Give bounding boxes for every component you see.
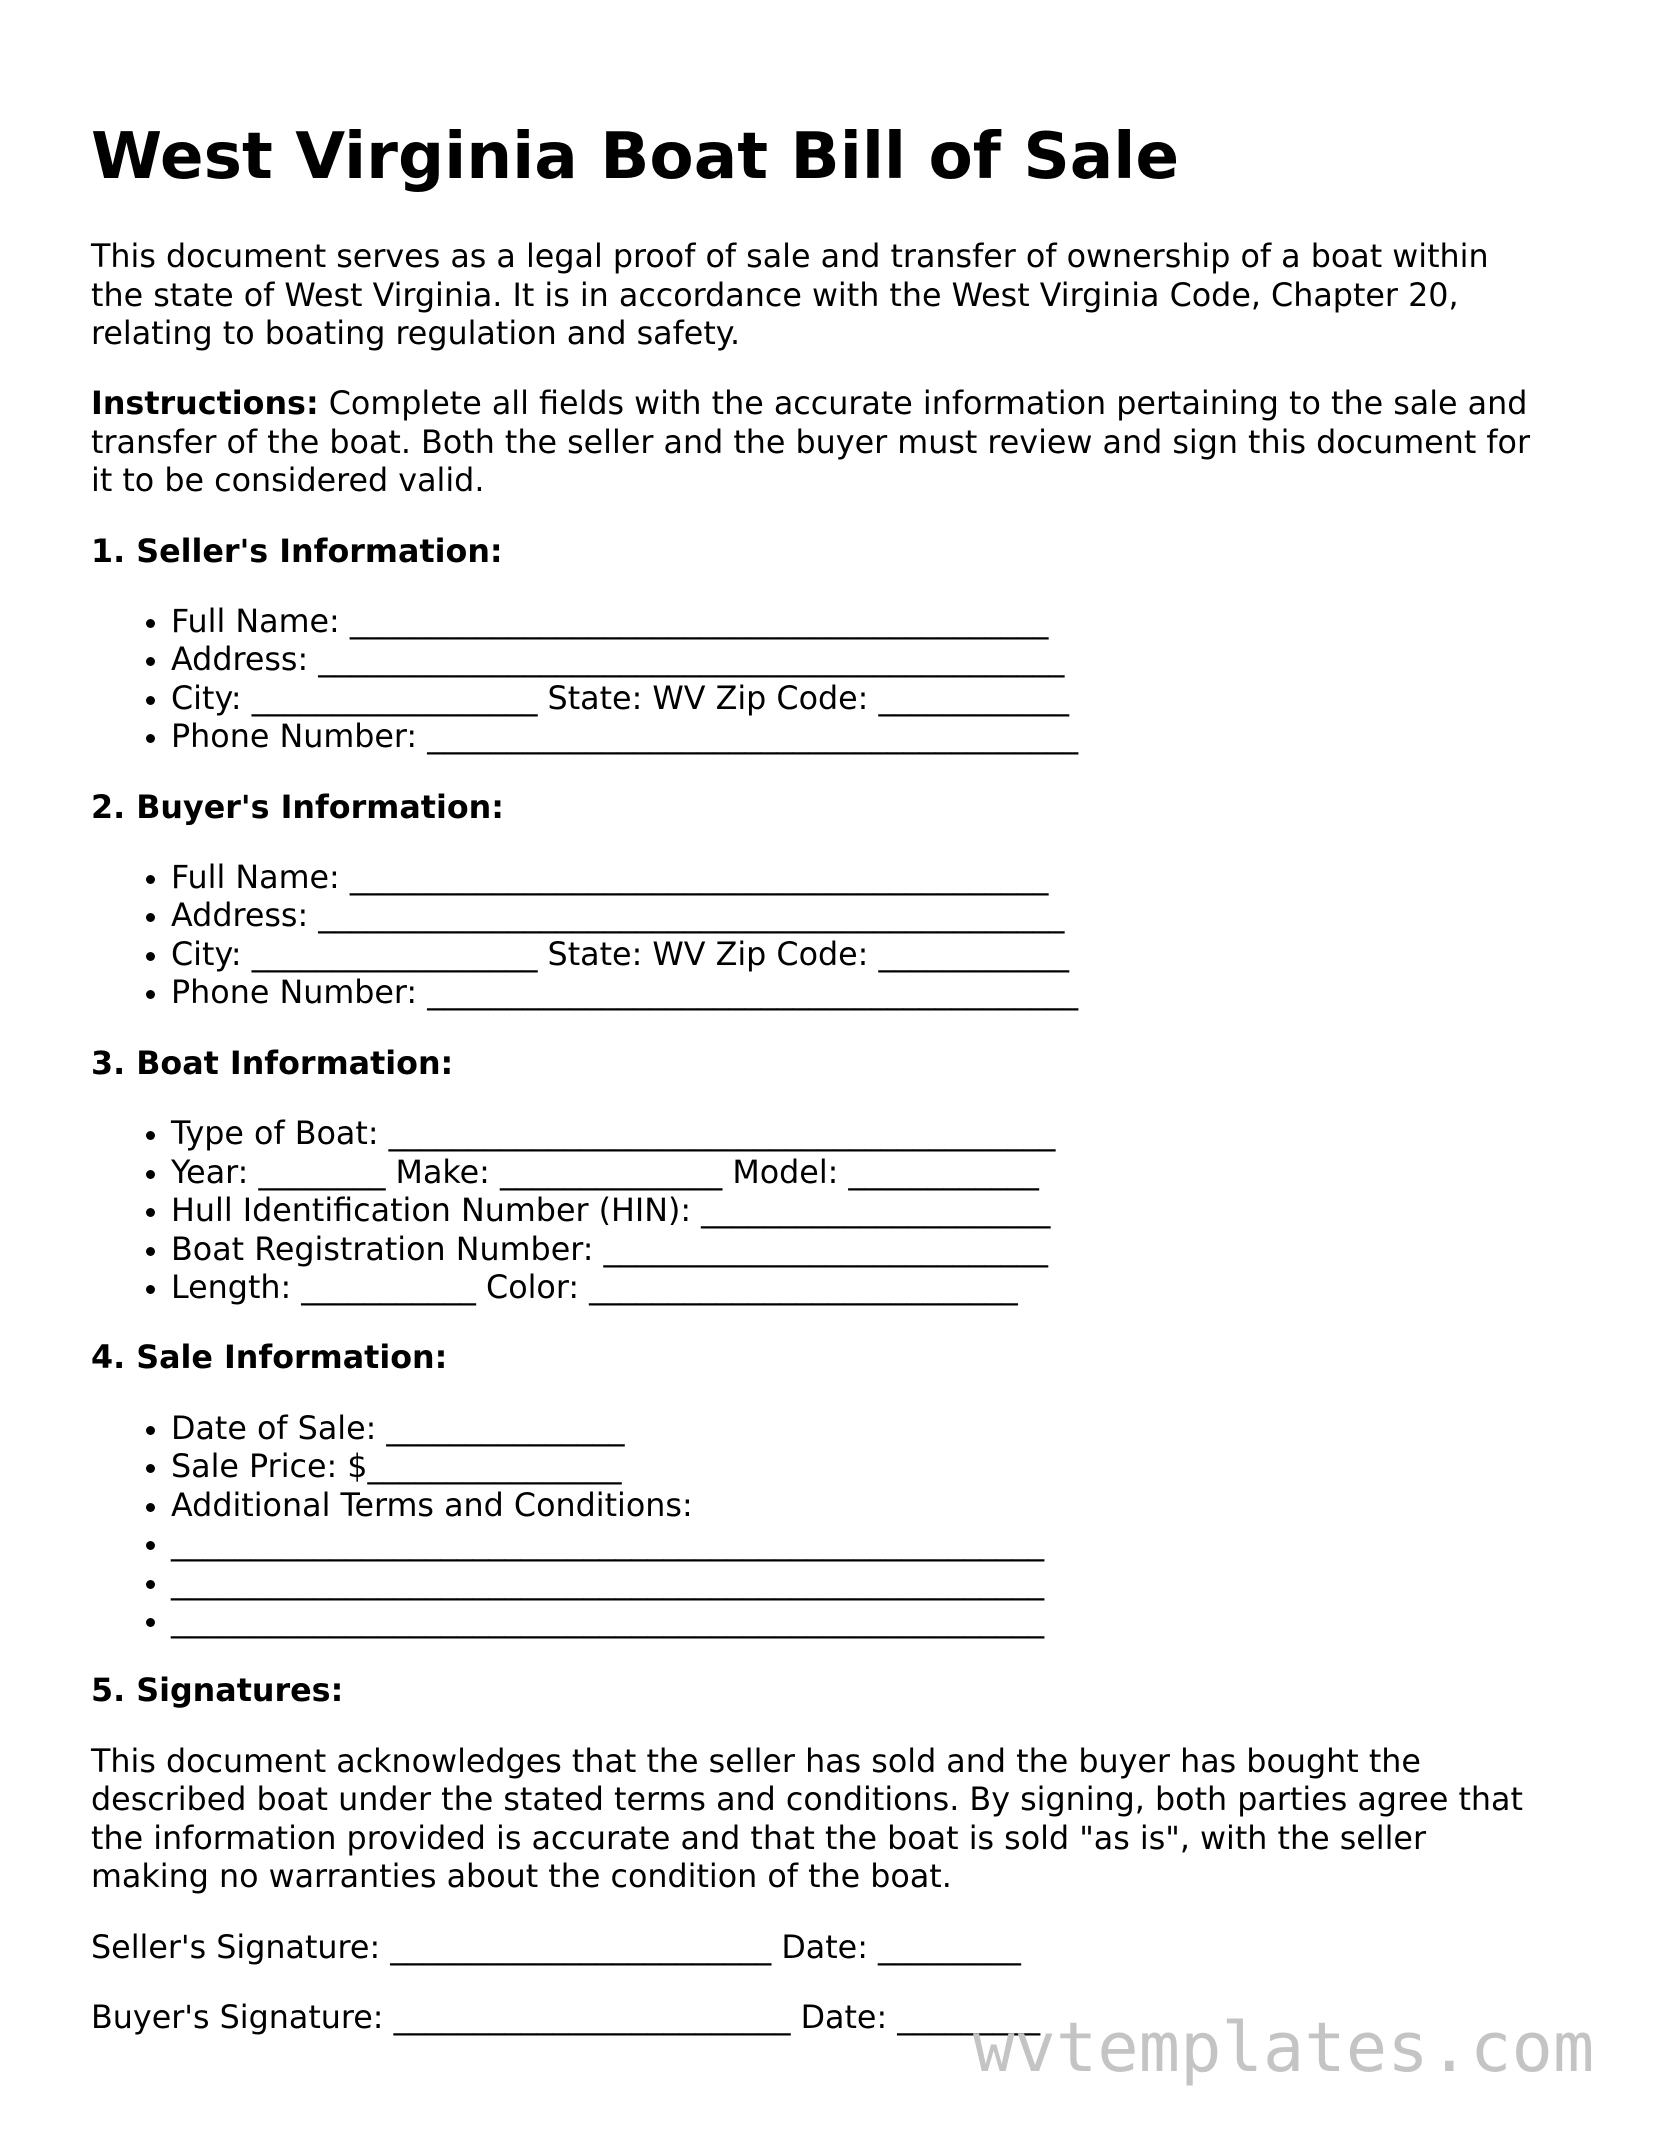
instructions-line xyxy=(91,385,1611,424)
boat-info-list xyxy=(91,1115,1611,1308)
section-heading-seller: 1. Seller's Information: xyxy=(91,533,503,570)
instructions-text: Complete all fields with the accurate information pertaining to the sale and xyxy=(318,386,1528,423)
boat-type-field: • Type of Boat: __________________________________________ xyxy=(171,1115,1611,1154)
buyer-city-state-zip-field: • City: __________________ State: WV Zip Code: ____________ xyxy=(171,936,1611,975)
instructions-paragraph xyxy=(91,385,1611,501)
sale-info-list xyxy=(91,1410,1611,1641)
intro-line: This document serves as a legal proof of sale and transfer of ownership of a boat within xyxy=(91,239,1489,275)
additional-terms-label: • Additional Terms and Conditions: xyxy=(171,1487,1611,1526)
additional-terms-blank-line: • _______________________________________________________ xyxy=(171,1602,1611,1641)
buyer-info-list xyxy=(91,859,1611,1013)
intro-paragraph xyxy=(91,238,1611,354)
seller-info-list xyxy=(91,603,1611,757)
sale-price-field: • Sale Price: $________________ xyxy=(171,1448,1611,1487)
boat-hin-field: • Hull Identification Number (HIN): ______________________ xyxy=(171,1192,1611,1231)
buyer-signature-line: Buyer's Signature: _________________________ Date: _________ xyxy=(91,1999,1041,2036)
buyer-full-name-field: • Full Name: ____________________________________________ xyxy=(171,859,1611,898)
buyer-phone-field: • Phone Number: _________________________________________ xyxy=(171,974,1611,1013)
intro-line: the state of West Virginia. It is in accordance with the West Virginia Code, Chapter 20, xyxy=(91,277,1459,314)
seller-city-state-zip-field: • City: __________________ State: WV Zip Code: ____________ xyxy=(171,680,1611,719)
instructions-line: it to be considered valid. xyxy=(91,463,485,500)
instructions-label: Instructions: xyxy=(91,386,319,423)
boat-year-make-model-field: • Year: ________ Make: ______________ Model: ____________ xyxy=(171,1154,1611,1193)
additional-terms-blank-line: • _______________________________________________________ xyxy=(171,1525,1611,1564)
seller-signature-line: Seller's Signature: ________________________ Date: _________ xyxy=(91,1929,1021,1966)
document-page xyxy=(91,118,1611,2069)
instructions-line: transfer of the boat. Both the seller and the buyer must review and sign this document for xyxy=(91,424,1531,461)
section-heading-buyer: 2. Buyer's Information: xyxy=(91,789,504,826)
watermark: wvtemplates.com xyxy=(973,2008,1595,2088)
document-title: West Virginia Boat Bill of Sale xyxy=(91,119,1180,194)
boat-length-color-field: • Length: ___________ Color: ___________________________ xyxy=(171,1269,1611,1308)
seller-phone-field: • Phone Number: _________________________________________ xyxy=(171,718,1611,757)
buyer-address-field: • Address: _______________________________________________ xyxy=(171,897,1611,936)
intro-line: relating to boating regulation and safety. xyxy=(91,316,741,352)
seller-address-field: • Address: _______________________________________________ xyxy=(171,641,1611,680)
signatures-line: making no warranties about the condition of the boat. xyxy=(91,1859,952,1896)
section-heading-signatures: 5. Signatures: xyxy=(91,1673,344,1710)
additional-terms-blank-line: • _______________________________________________________ xyxy=(171,1564,1611,1603)
signatures-line: This document acknowledges that the seller has sold and the buyer has bought the xyxy=(91,1743,1421,1780)
boat-registration-field: • Boat Registration Number: ____________________________ xyxy=(171,1231,1611,1270)
section-heading-boat: 3. Boat Information: xyxy=(91,1045,454,1082)
section-heading-sale: 4. Sale Information: xyxy=(91,1340,448,1377)
sale-date-field: • Date of Sale: _______________ xyxy=(171,1410,1611,1449)
seller-full-name-field: • Full Name: ____________________________________________ xyxy=(171,603,1611,642)
signatures-paragraph xyxy=(91,1743,1611,1897)
signatures-line: the information provided is accurate and that the boat is sold "as is", with the seller xyxy=(91,1820,1427,1857)
signatures-line: described boat under the stated terms and conditions. By signing, both parties agree that xyxy=(91,1782,1523,1819)
